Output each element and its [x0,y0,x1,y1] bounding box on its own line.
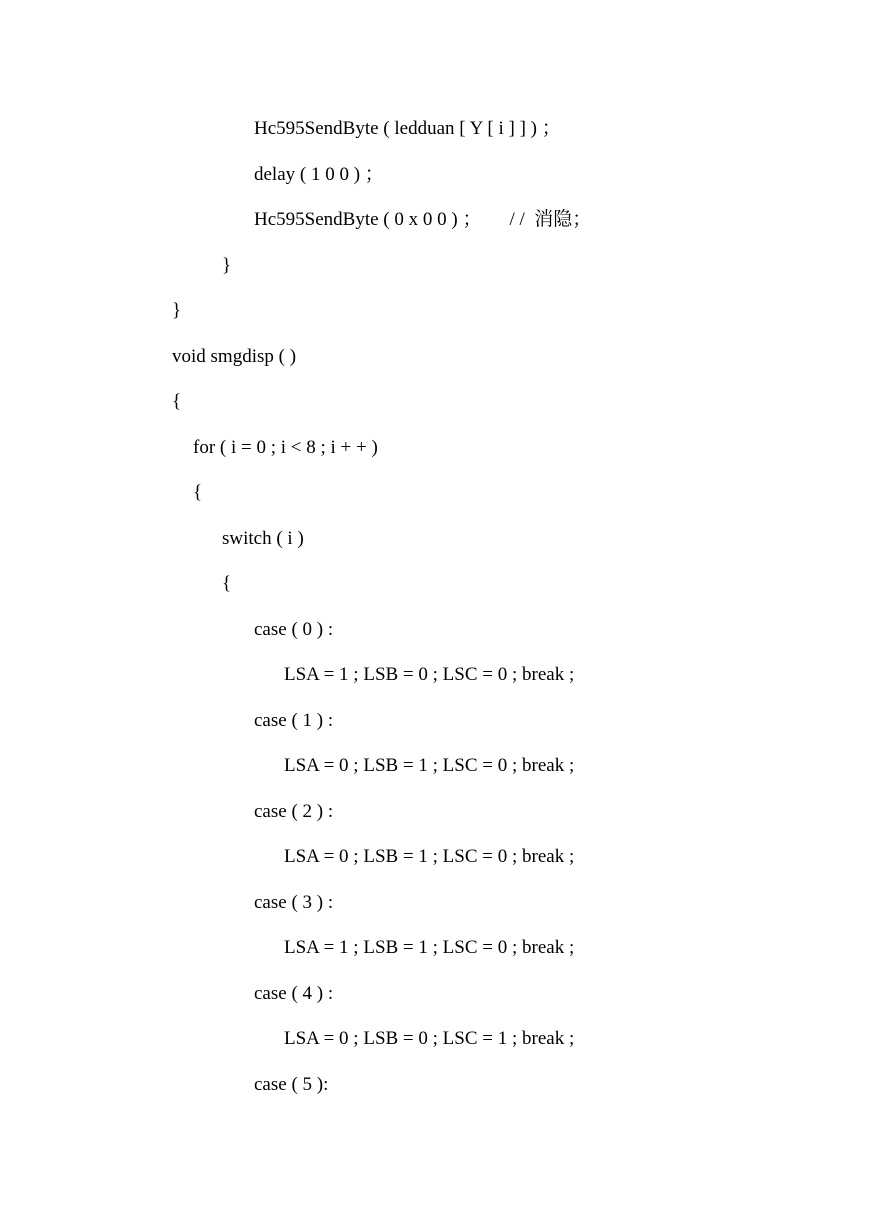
code-line-13 [284,663,574,687]
code-text: LSA = 0 ; LSB = 0 ; LSC = 1 ; break ; [284,1028,575,1049]
code-text: LSA = 1 ; LSB = 0 ; LSC = 0 ; break ; [284,664,575,685]
code-line-8 [193,436,378,460]
code-line-14 [254,709,333,733]
code-text: case ( 0 ) : [254,619,334,640]
code-line-17 [284,845,574,869]
code-line-4 [222,254,231,278]
code-text: Hc595SendByte ( ledduan [ Y [ i ] ] ) ； [254,118,561,139]
code-line-11 [222,572,231,596]
code-text: } [222,255,232,276]
code-text: { [222,573,232,594]
code-text: case ( 5 ): [254,1074,329,1095]
code-line-5 [172,299,181,323]
code-text: } [172,300,182,321]
code-line-3 [254,208,591,232]
code-line-18 [254,891,333,915]
code-text: for ( i = 0 ; i < 8 ; i + + ) [193,437,378,458]
code-line-21 [284,1027,574,1051]
code-line-19 [284,936,574,960]
code-text: case ( 3 ) : [254,892,334,913]
code-text: Hc595SendByte ( 0 x 0 0 ) ； [254,209,482,230]
code-text: void smgdisp ( ) [172,346,297,367]
code-text: case ( 1 ) : [254,710,334,731]
code-text: case ( 2 ) : [254,801,334,822]
code-comment: / / 消隐； [509,209,592,230]
code-line-2 [254,163,384,187]
code-line-10 [222,527,304,551]
code-line-1 [254,117,561,141]
code-text: LSA = 0 ; LSB = 1 ; LSC = 0 ; break ; [284,755,575,776]
code-text: { [172,391,182,412]
code-line-22 [254,1073,328,1097]
code-line-7 [172,390,181,414]
code-line-9 [193,481,202,505]
code-line-20 [254,982,333,1006]
code-text: switch ( i ) [222,528,304,549]
code-text: { [193,482,203,503]
code-line-6 [172,345,296,369]
code-line-12 [254,618,333,642]
code-text: LSA = 1 ; LSB = 1 ; LSC = 0 ; break ; [284,937,575,958]
code-text: LSA = 0 ; LSB = 1 ; LSC = 0 ; break ; [284,846,575,867]
code-text: delay ( 1 0 0 ) ； [254,164,384,185]
code-text: case ( 4 ) : [254,983,334,1004]
code-line-16 [254,800,333,824]
code-line-15 [284,754,574,778]
